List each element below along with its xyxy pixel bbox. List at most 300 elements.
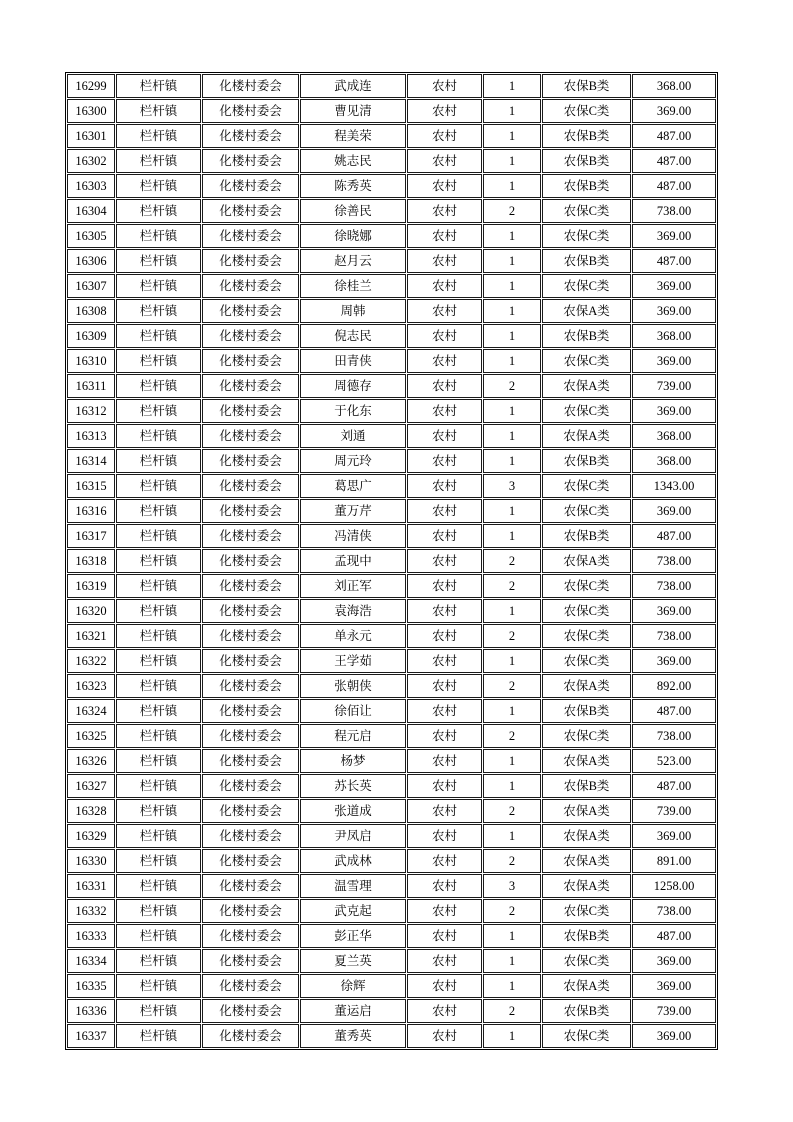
cell-person-count: 2 [483, 574, 541, 598]
cell-insurance-category: 农保C类 [542, 899, 631, 923]
table-row [67, 949, 716, 973]
cell-serial-number: 16305 [67, 224, 115, 248]
cell-person-name: 董秀英 [300, 1024, 406, 1048]
cell-residence-type: 农村 [407, 174, 482, 198]
table-row [67, 449, 716, 473]
cell-serial-number: 16317 [67, 524, 115, 548]
cell-residence-type: 农村 [407, 874, 482, 898]
cell-residence-type: 农村 [407, 924, 482, 948]
table-row [67, 374, 716, 398]
cell-serial-number: 16311 [67, 374, 115, 398]
cell-person-count: 1 [483, 424, 541, 448]
cell-amount: 369.00 [632, 499, 716, 523]
cell-insurance-category: 农保B类 [542, 324, 631, 348]
cell-insurance-category: 农保C类 [542, 949, 631, 973]
cell-village-committee: 化楼村委会 [202, 274, 299, 298]
cell-person-name: 葛思广 [300, 474, 406, 498]
cell-residence-type: 农村 [407, 949, 482, 973]
cell-person-count: 1 [483, 74, 541, 98]
cell-residence-type: 农村 [407, 249, 482, 273]
cell-amount: 368.00 [632, 424, 716, 448]
table-row [67, 574, 716, 598]
cell-town: 栏杆镇 [116, 799, 201, 823]
cell-person-name: 单永元 [300, 624, 406, 648]
cell-serial-number: 16334 [67, 949, 115, 973]
cell-residence-type: 农村 [407, 449, 482, 473]
cell-town: 栏杆镇 [116, 874, 201, 898]
cell-insurance-category: 农保A类 [542, 749, 631, 773]
cell-amount: 369.00 [632, 974, 716, 998]
cell-village-committee: 化楼村委会 [202, 474, 299, 498]
cell-village-committee: 化楼村委会 [202, 699, 299, 723]
cell-person-name: 田青侠 [300, 349, 406, 373]
cell-insurance-category: 农保C类 [542, 724, 631, 748]
cell-insurance-category: 农保C类 [542, 474, 631, 498]
cell-amount: 368.00 [632, 74, 716, 98]
cell-serial-number: 16333 [67, 924, 115, 948]
cell-amount: 523.00 [632, 749, 716, 773]
cell-amount: 891.00 [632, 849, 716, 873]
cell-person-name: 武成连 [300, 74, 406, 98]
cell-serial-number: 16325 [67, 724, 115, 748]
cell-person-count: 3 [483, 874, 541, 898]
payment-roster-table [65, 72, 718, 1050]
cell-amount: 369.00 [632, 1024, 716, 1048]
table-row [67, 624, 716, 648]
cell-person-name: 倪志民 [300, 324, 406, 348]
cell-insurance-category: 农保B类 [542, 524, 631, 548]
cell-village-committee: 化楼村委会 [202, 149, 299, 173]
cell-amount: 369.00 [632, 399, 716, 423]
cell-serial-number: 16337 [67, 1024, 115, 1048]
cell-insurance-category: 农保C类 [542, 349, 631, 373]
cell-insurance-category: 农保A类 [542, 849, 631, 873]
cell-serial-number: 16306 [67, 249, 115, 273]
table-row [67, 999, 716, 1023]
cell-amount: 1343.00 [632, 474, 716, 498]
cell-insurance-category: 农保A类 [542, 299, 631, 323]
cell-person-count: 1 [483, 249, 541, 273]
cell-residence-type: 农村 [407, 274, 482, 298]
cell-amount: 739.00 [632, 999, 716, 1023]
cell-amount: 369.00 [632, 99, 716, 123]
cell-person-name: 刘通 [300, 424, 406, 448]
cell-person-count: 3 [483, 474, 541, 498]
cell-insurance-category: 农保C类 [542, 224, 631, 248]
cell-insurance-category: 农保C类 [542, 399, 631, 423]
cell-residence-type: 农村 [407, 1024, 482, 1048]
cell-serial-number: 16322 [67, 649, 115, 673]
cell-person-count: 2 [483, 549, 541, 573]
cell-residence-type: 农村 [407, 199, 482, 223]
cell-residence-type: 农村 [407, 499, 482, 523]
cell-insurance-category: 农保B类 [542, 924, 631, 948]
cell-village-committee: 化楼村委会 [202, 574, 299, 598]
cell-person-name: 冯清侠 [300, 524, 406, 548]
cell-town: 栏杆镇 [116, 174, 201, 198]
cell-amount: 738.00 [632, 574, 716, 598]
cell-insurance-category: 农保B类 [542, 249, 631, 273]
cell-serial-number: 16332 [67, 899, 115, 923]
cell-town: 栏杆镇 [116, 274, 201, 298]
cell-person-name: 周德存 [300, 374, 406, 398]
cell-residence-type: 农村 [407, 374, 482, 398]
cell-village-committee: 化楼村委会 [202, 924, 299, 948]
cell-person-count: 1 [483, 949, 541, 973]
cell-town: 栏杆镇 [116, 474, 201, 498]
cell-amount: 487.00 [632, 174, 716, 198]
cell-person-count: 1 [483, 349, 541, 373]
cell-town: 栏杆镇 [116, 324, 201, 348]
table-row [67, 849, 716, 873]
cell-town: 栏杆镇 [116, 299, 201, 323]
cell-person-count: 1 [483, 124, 541, 148]
cell-village-committee: 化楼村委会 [202, 399, 299, 423]
cell-person-count: 2 [483, 899, 541, 923]
cell-town: 栏杆镇 [116, 999, 201, 1023]
cell-residence-type: 农村 [407, 574, 482, 598]
table-row [67, 599, 716, 623]
cell-town: 栏杆镇 [116, 149, 201, 173]
cell-insurance-category: 农保C类 [542, 499, 631, 523]
cell-person-count: 1 [483, 324, 541, 348]
table-row [67, 174, 716, 198]
cell-person-name: 程元启 [300, 724, 406, 748]
cell-person-name: 张道成 [300, 799, 406, 823]
cell-amount: 487.00 [632, 924, 716, 948]
cell-town: 栏杆镇 [116, 399, 201, 423]
cell-insurance-category: 农保B类 [542, 699, 631, 723]
cell-residence-type: 农村 [407, 349, 482, 373]
cell-village-committee: 化楼村委会 [202, 774, 299, 798]
table-row [67, 324, 716, 348]
table-row [67, 224, 716, 248]
cell-town: 栏杆镇 [116, 724, 201, 748]
cell-village-committee: 化楼村委会 [202, 499, 299, 523]
cell-person-count: 2 [483, 849, 541, 873]
cell-residence-type: 农村 [407, 824, 482, 848]
cell-serial-number: 16318 [67, 549, 115, 573]
cell-residence-type: 农村 [407, 149, 482, 173]
cell-village-committee: 化楼村委会 [202, 824, 299, 848]
table-row [67, 674, 716, 698]
cell-serial-number: 16304 [67, 199, 115, 223]
cell-person-count: 1 [483, 824, 541, 848]
cell-person-name: 董运启 [300, 999, 406, 1023]
cell-residence-type: 农村 [407, 124, 482, 148]
cell-serial-number: 16309 [67, 324, 115, 348]
cell-insurance-category: 农保C类 [542, 199, 631, 223]
cell-residence-type: 农村 [407, 699, 482, 723]
cell-residence-type: 农村 [407, 899, 482, 923]
cell-town: 栏杆镇 [116, 574, 201, 598]
cell-residence-type: 农村 [407, 524, 482, 548]
cell-residence-type: 农村 [407, 674, 482, 698]
cell-person-count: 1 [483, 599, 541, 623]
cell-person-name: 武克起 [300, 899, 406, 923]
cell-person-name: 董万芹 [300, 499, 406, 523]
cell-town: 栏杆镇 [116, 349, 201, 373]
cell-serial-number: 16331 [67, 874, 115, 898]
cell-residence-type: 农村 [407, 224, 482, 248]
cell-town: 栏杆镇 [116, 924, 201, 948]
cell-person-count: 1 [483, 399, 541, 423]
cell-village-committee: 化楼村委会 [202, 799, 299, 823]
cell-town: 栏杆镇 [116, 649, 201, 673]
cell-serial-number: 16300 [67, 99, 115, 123]
cell-amount: 738.00 [632, 724, 716, 748]
cell-village-committee: 化楼村委会 [202, 1024, 299, 1048]
cell-amount: 487.00 [632, 774, 716, 798]
cell-person-name: 张朝侠 [300, 674, 406, 698]
table-row [67, 824, 716, 848]
cell-serial-number: 16327 [67, 774, 115, 798]
cell-serial-number: 16335 [67, 974, 115, 998]
cell-insurance-category: 农保B类 [542, 149, 631, 173]
cell-village-committee: 化楼村委会 [202, 424, 299, 448]
cell-insurance-category: 农保B类 [542, 124, 631, 148]
cell-person-count: 2 [483, 674, 541, 698]
cell-village-committee: 化楼村委会 [202, 549, 299, 573]
table-row [67, 774, 716, 798]
cell-town: 栏杆镇 [116, 74, 201, 98]
table-row [67, 74, 716, 98]
cell-residence-type: 农村 [407, 399, 482, 423]
cell-insurance-category: 农保C类 [542, 574, 631, 598]
cell-person-name: 尹凤启 [300, 824, 406, 848]
cell-residence-type: 农村 [407, 624, 482, 648]
cell-residence-type: 农村 [407, 974, 482, 998]
cell-person-count: 2 [483, 724, 541, 748]
cell-person-name: 周元玲 [300, 449, 406, 473]
cell-village-committee: 化楼村委会 [202, 874, 299, 898]
cell-person-count: 1 [483, 299, 541, 323]
cell-amount: 487.00 [632, 524, 716, 548]
cell-amount: 738.00 [632, 549, 716, 573]
cell-town: 栏杆镇 [116, 549, 201, 573]
cell-person-name: 孟现中 [300, 549, 406, 573]
cell-person-name: 彭正华 [300, 924, 406, 948]
cell-insurance-category: 农保A类 [542, 549, 631, 573]
table-row [67, 149, 716, 173]
table-row [67, 924, 716, 948]
cell-residence-type: 农村 [407, 749, 482, 773]
cell-town: 栏杆镇 [116, 749, 201, 773]
cell-village-committee: 化楼村委会 [202, 749, 299, 773]
cell-insurance-category: 农保C类 [542, 274, 631, 298]
cell-serial-number: 16330 [67, 849, 115, 873]
cell-serial-number: 16314 [67, 449, 115, 473]
cell-insurance-category: 农保C类 [542, 1024, 631, 1048]
cell-serial-number: 16336 [67, 999, 115, 1023]
cell-insurance-category: 农保B类 [542, 774, 631, 798]
cell-serial-number: 16324 [67, 699, 115, 723]
cell-amount: 738.00 [632, 624, 716, 648]
cell-serial-number: 16316 [67, 499, 115, 523]
cell-residence-type: 农村 [407, 299, 482, 323]
cell-amount: 487.00 [632, 124, 716, 148]
cell-person-count: 2 [483, 624, 541, 648]
cell-town: 栏杆镇 [116, 599, 201, 623]
cell-person-count: 1 [483, 924, 541, 948]
cell-person-count: 1 [483, 749, 541, 773]
cell-amount: 368.00 [632, 449, 716, 473]
cell-person-name: 杨梦 [300, 749, 406, 773]
cell-person-name: 徐桂兰 [300, 274, 406, 298]
cell-village-committee: 化楼村委会 [202, 999, 299, 1023]
table-row [67, 549, 716, 573]
table-row [67, 899, 716, 923]
cell-serial-number: 16326 [67, 749, 115, 773]
table-row [67, 474, 716, 498]
table-row [67, 199, 716, 223]
cell-residence-type: 农村 [407, 74, 482, 98]
cell-village-committee: 化楼村委会 [202, 74, 299, 98]
cell-serial-number: 16328 [67, 799, 115, 823]
cell-town: 栏杆镇 [116, 1024, 201, 1048]
cell-town: 栏杆镇 [116, 899, 201, 923]
cell-person-name: 曹见清 [300, 99, 406, 123]
cell-village-committee: 化楼村委会 [202, 524, 299, 548]
table-row [67, 799, 716, 823]
cell-town: 栏杆镇 [116, 949, 201, 973]
cell-serial-number: 16307 [67, 274, 115, 298]
cell-village-committee: 化楼村委会 [202, 974, 299, 998]
table-row [67, 274, 716, 298]
cell-village-committee: 化楼村委会 [202, 599, 299, 623]
table-row [67, 299, 716, 323]
cell-town: 栏杆镇 [116, 99, 201, 123]
cell-village-committee: 化楼村委会 [202, 299, 299, 323]
table-row [67, 1024, 716, 1048]
cell-person-count: 1 [483, 1024, 541, 1048]
cell-person-name: 袁海浩 [300, 599, 406, 623]
cell-village-committee: 化楼村委会 [202, 199, 299, 223]
cell-amount: 892.00 [632, 674, 716, 698]
cell-town: 栏杆镇 [116, 499, 201, 523]
cell-residence-type: 农村 [407, 474, 482, 498]
cell-person-name: 苏长英 [300, 774, 406, 798]
cell-town: 栏杆镇 [116, 699, 201, 723]
table-body [67, 74, 716, 1048]
cell-town: 栏杆镇 [116, 449, 201, 473]
cell-insurance-category: 农保C类 [542, 99, 631, 123]
cell-village-committee: 化楼村委会 [202, 249, 299, 273]
cell-town: 栏杆镇 [116, 374, 201, 398]
cell-town: 栏杆镇 [116, 424, 201, 448]
cell-person-count: 1 [483, 699, 541, 723]
cell-serial-number: 16313 [67, 424, 115, 448]
cell-serial-number: 16320 [67, 599, 115, 623]
cell-person-count: 1 [483, 974, 541, 998]
cell-residence-type: 农村 [407, 549, 482, 573]
cell-serial-number: 16302 [67, 149, 115, 173]
cell-residence-type: 农村 [407, 599, 482, 623]
cell-insurance-category: 农保B类 [542, 449, 631, 473]
cell-village-committee: 化楼村委会 [202, 349, 299, 373]
cell-amount: 369.00 [632, 599, 716, 623]
cell-serial-number: 16301 [67, 124, 115, 148]
cell-insurance-category: 农保C类 [542, 624, 631, 648]
cell-village-committee: 化楼村委会 [202, 374, 299, 398]
cell-town: 栏杆镇 [116, 249, 201, 273]
cell-village-committee: 化楼村委会 [202, 449, 299, 473]
cell-person-name: 温雪理 [300, 874, 406, 898]
cell-person-count: 1 [483, 224, 541, 248]
cell-person-count: 1 [483, 174, 541, 198]
cell-amount: 369.00 [632, 949, 716, 973]
cell-insurance-category: 农保B类 [542, 174, 631, 198]
cell-serial-number: 16310 [67, 349, 115, 373]
cell-insurance-category: 农保A类 [542, 874, 631, 898]
cell-serial-number: 16315 [67, 474, 115, 498]
cell-serial-number: 16308 [67, 299, 115, 323]
cell-amount: 1258.00 [632, 874, 716, 898]
cell-amount: 738.00 [632, 899, 716, 923]
cell-person-count: 2 [483, 374, 541, 398]
cell-town: 栏杆镇 [116, 849, 201, 873]
cell-village-committee: 化楼村委会 [202, 949, 299, 973]
cell-amount: 369.00 [632, 349, 716, 373]
cell-serial-number: 16323 [67, 674, 115, 698]
cell-person-name: 王学茹 [300, 649, 406, 673]
cell-village-committee: 化楼村委会 [202, 899, 299, 923]
table-row [67, 349, 716, 373]
table-row [67, 424, 716, 448]
cell-person-count: 1 [483, 449, 541, 473]
cell-town: 栏杆镇 [116, 624, 201, 648]
cell-town: 栏杆镇 [116, 524, 201, 548]
cell-village-committee: 化楼村委会 [202, 124, 299, 148]
table-row [67, 974, 716, 998]
table-row [67, 99, 716, 123]
cell-amount: 487.00 [632, 249, 716, 273]
table-row [67, 699, 716, 723]
cell-insurance-category: 农保A类 [542, 374, 631, 398]
cell-serial-number: 16321 [67, 624, 115, 648]
cell-town: 栏杆镇 [116, 199, 201, 223]
cell-village-committee: 化楼村委会 [202, 674, 299, 698]
cell-person-count: 1 [483, 774, 541, 798]
cell-insurance-category: 农保A类 [542, 799, 631, 823]
cell-insurance-category: 农保C类 [542, 649, 631, 673]
cell-amount: 369.00 [632, 299, 716, 323]
cell-residence-type: 农村 [407, 99, 482, 123]
table-row [67, 724, 716, 748]
cell-village-committee: 化楼村委会 [202, 99, 299, 123]
cell-insurance-category: 农保A类 [542, 424, 631, 448]
cell-person-count: 2 [483, 999, 541, 1023]
cell-town: 栏杆镇 [116, 824, 201, 848]
cell-person-count: 1 [483, 274, 541, 298]
cell-town: 栏杆镇 [116, 224, 201, 248]
cell-serial-number: 16303 [67, 174, 115, 198]
table-row [67, 649, 716, 673]
cell-village-committee: 化楼村委会 [202, 324, 299, 348]
cell-amount: 369.00 [632, 649, 716, 673]
cell-insurance-category: 农保B类 [542, 74, 631, 98]
cell-residence-type: 农村 [407, 424, 482, 448]
cell-person-count: 2 [483, 199, 541, 223]
cell-residence-type: 农村 [407, 849, 482, 873]
cell-village-committee: 化楼村委会 [202, 849, 299, 873]
cell-person-name: 徐辉 [300, 974, 406, 998]
cell-person-name: 徐晓娜 [300, 224, 406, 248]
table-row [67, 249, 716, 273]
cell-person-count: 2 [483, 799, 541, 823]
table-row [67, 524, 716, 548]
cell-serial-number: 16329 [67, 824, 115, 848]
